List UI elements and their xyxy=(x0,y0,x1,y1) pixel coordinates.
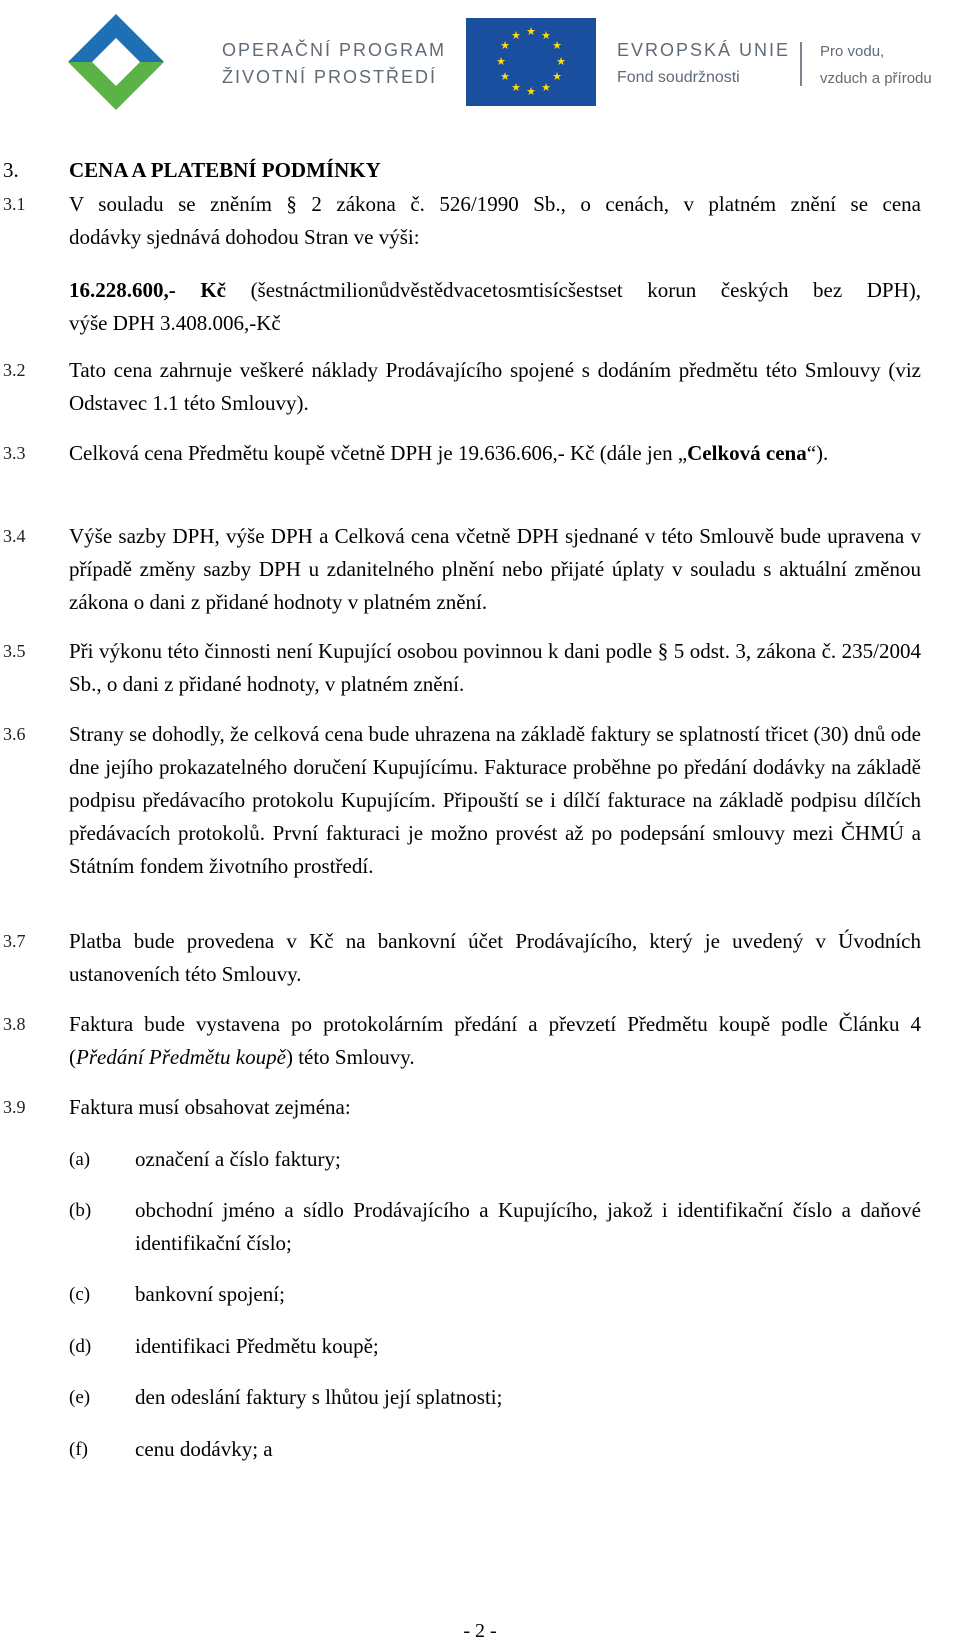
svg-text:★: ★ xyxy=(541,29,551,42)
opzp-wordmark xyxy=(222,37,446,91)
slogan xyxy=(820,38,932,92)
list-item-label: (d) xyxy=(69,1336,92,1357)
clause-number: 3.2 xyxy=(3,360,26,380)
clause-number: 3.6 xyxy=(3,724,26,744)
clause-3-1-line1: V souladu se zněním § 2 zákona č. 526/1990 Sb., o cenách, v platném znění se cena xyxy=(69,192,921,216)
clause-3-3-text-post: “). xyxy=(806,441,829,465)
clause-3-1-price-words: (šestnáctmilionůdvěstědvacetosmtisícšestset korun českých bez DPH), xyxy=(225,278,921,302)
clause-text xyxy=(69,1008,921,1074)
list-item-label: (c) xyxy=(69,1284,91,1305)
svg-text:★: ★ xyxy=(541,81,551,94)
clause-3-1-price: 16.228.600,- Kč xyxy=(69,278,226,302)
list-item-label: (e) xyxy=(69,1387,91,1408)
defined-term-celkova-cena: Celková cena xyxy=(687,441,807,465)
eu-wordmark xyxy=(617,37,790,91)
svg-text:★: ★ xyxy=(526,85,536,98)
eu-flag-icon xyxy=(466,18,596,106)
clause-number: 3.1 xyxy=(3,194,26,214)
clause-3-8-text-post: ) této Smlouvy. xyxy=(285,1045,415,1069)
clause-number: 3.4 xyxy=(3,526,26,546)
clause-number: 3.9 xyxy=(3,1097,26,1117)
svg-text:★: ★ xyxy=(526,25,536,38)
svg-text:★: ★ xyxy=(511,29,521,42)
clause-text xyxy=(69,437,921,470)
svg-text:★: ★ xyxy=(500,39,510,52)
list-item-text: označení a číslo faktury; xyxy=(135,1147,341,1171)
svg-text:★: ★ xyxy=(556,55,566,68)
list-item-text: identifikaci Předmětu koupě; xyxy=(135,1334,379,1358)
slogan-line1: Pro vodu, xyxy=(820,43,885,60)
list-item-text: den odeslání faktury s lhůtou její splatnosti; xyxy=(135,1385,503,1409)
slogan-line2: vzduch a přírodu xyxy=(820,70,932,87)
page-number: - 2 - xyxy=(463,1620,497,1642)
list-item-label: (a) xyxy=(69,1149,91,1170)
section-number: 3. xyxy=(3,158,19,182)
clause-3-3-text-pre: Celková cena Předmětu koupě včetně DPH je 19.636.606,- Kč (dále jen „ xyxy=(69,441,688,465)
clause-number: 3.5 xyxy=(3,641,26,661)
clause-text: Při výkonu této činnosti není Kupující osobou povinnou k dani podle § 5 odst. 3, zákona č. 235/2004 Sb., o dani z přidané hodnoty, v platném znění. xyxy=(69,639,921,696)
svg-text:★: ★ xyxy=(496,55,506,68)
clause-text: Strany se dohodly, že celková cena bude uhrazena na základě faktury se splatností třicet (30) dnů ode dne jejího prokazatelného doručení Kupujícímu. Fakturace proběhne po předání dodávky na základě podpisu předávacího protokolu Kupujícím. Připouští se i dílčí fakturace na základě podpisu dílčích předávacích protokolů. První fakturaci je možno provést až po podepsání smlouvy mezi ČHMÚ a Státním fondem životního prostředí. xyxy=(69,722,921,878)
clause-3-1-vat: výše DPH 3.408.006,-Kč xyxy=(69,311,281,335)
clause-text: Výše sazby DPH, výše DPH a Celková cena včetně DPH sjednané v této Smlouvě bude upravena v případě změny sazby DPH u zdanitelného plnění nebo přijaté úplaty v souladu s aktuální změnou zákona o dani z přidané hodnoty v platném znění. xyxy=(69,524,921,614)
clause-text: Tato cena zahrnuje veškeré náklady Prodávajícího spojené s dodáním předmětu této Smlouvy (viz Odstavec 1.1 této Smlouvy). xyxy=(69,358,921,415)
header-divider xyxy=(800,42,802,86)
opzp-line1: OPERAČNÍ PROGRAM xyxy=(222,40,447,60)
clause-text: Faktura musí obsahovat zejména: xyxy=(69,1095,351,1119)
list-item-label: (b) xyxy=(69,1200,92,1221)
opzp-line2: ŽIVOTNÍ PROSTŘEDÍ xyxy=(222,67,438,87)
clause-text xyxy=(69,188,921,340)
eu-line1: EVROPSKÁ UNIE xyxy=(617,40,791,60)
clause-number: 3.3 xyxy=(3,443,26,463)
svg-text:★: ★ xyxy=(500,70,510,83)
svg-text:★: ★ xyxy=(552,70,562,83)
clause-3-8-text-pre: Faktura bude vystavena po protokolárním předání a převzetí Předmětu koupě podle Článku 4 ( xyxy=(69,1012,921,1069)
list-item-text: obchodní jméno a sídlo Prodávajícího a Kupujícího, jakož i identifikační číslo a daňové identifikační číslo; xyxy=(135,1198,921,1255)
list-item-text: cenu dodávky; a xyxy=(135,1437,273,1461)
section-title: CENA A PLATEBNÍ PODMÍNKY xyxy=(69,158,381,182)
svg-text:★: ★ xyxy=(511,81,521,94)
clause-3-8-italic: Předání Předmětu koupě xyxy=(76,1045,286,1069)
clause-number: 3.8 xyxy=(3,1014,26,1034)
clause-text: Platba bude provedena v Kč na bankovní účet Prodávajícího, který je uvedený v Úvodních ustanoveních této Smlouvy. xyxy=(69,929,921,986)
opzp-logo-icon xyxy=(66,12,166,112)
eu-line2: Fond soudržnosti xyxy=(617,69,740,86)
svg-text:★: ★ xyxy=(552,39,562,52)
list-item-label: (f) xyxy=(69,1439,88,1460)
clause-number: 3.7 xyxy=(3,931,26,951)
clause-3-1-line2: dodávky sjednává dohodou Stran ve výši: xyxy=(69,225,420,249)
list-item-text: bankovní spojení; xyxy=(135,1282,285,1306)
header xyxy=(0,0,960,120)
